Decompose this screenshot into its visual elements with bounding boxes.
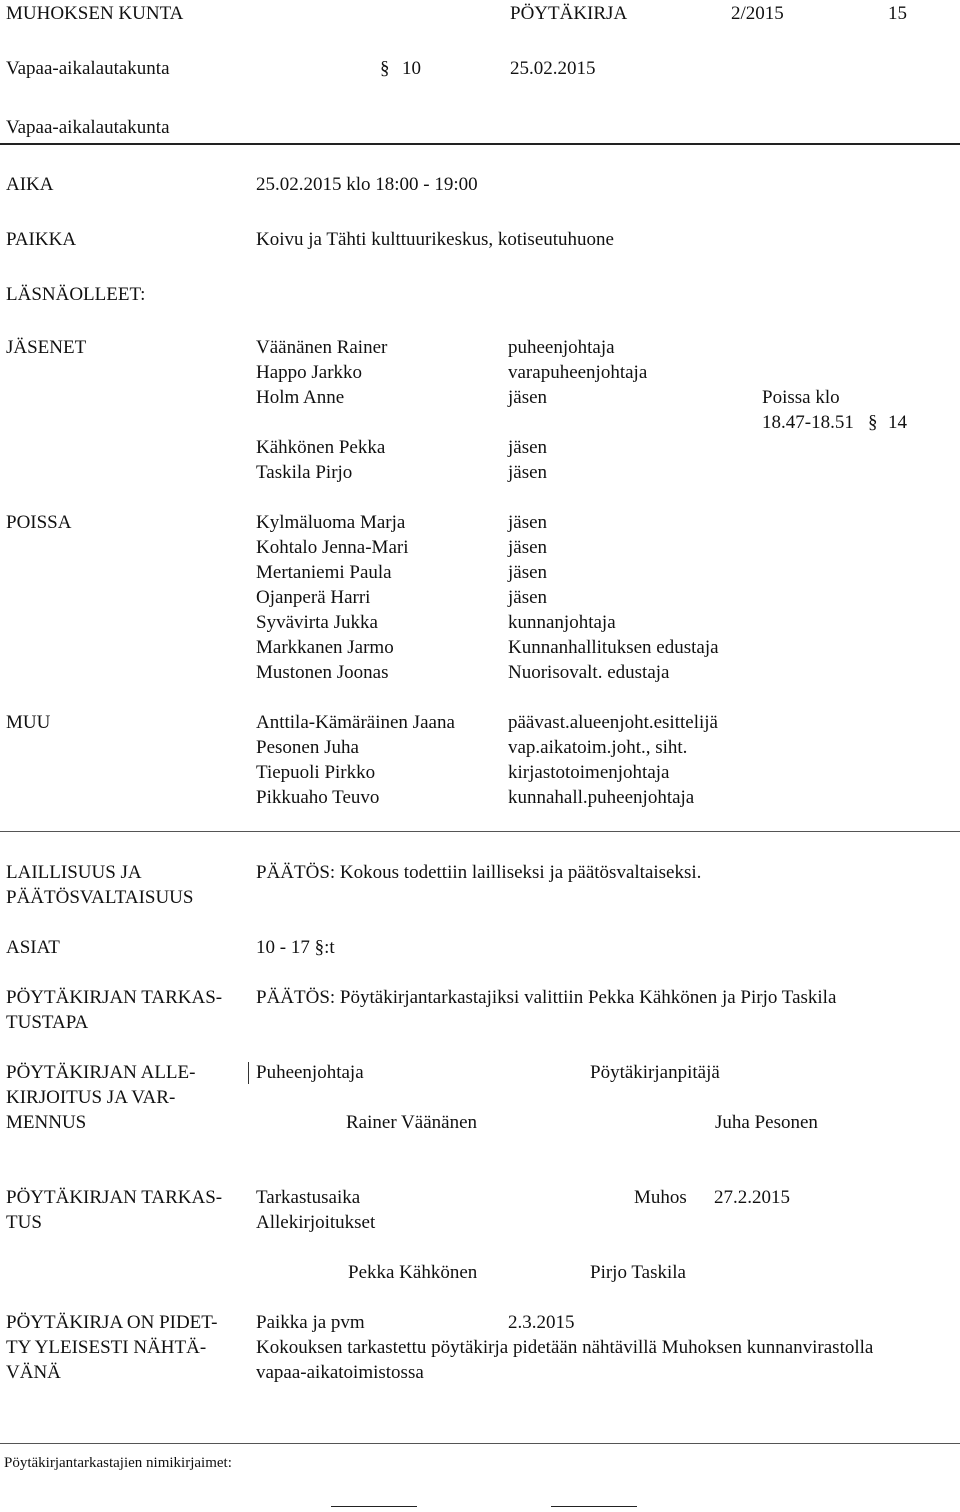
secretary-name: Juha Pesonen bbox=[715, 1112, 818, 1133]
absent-name: Mertaniemi Paula bbox=[256, 562, 392, 583]
place-label: PAIKKA bbox=[6, 229, 77, 250]
chair-name: Rainer Väänänen bbox=[346, 1112, 478, 1133]
review-time-label: Tarkastusaika bbox=[256, 1187, 361, 1208]
absent-name: Markkanen Jarmo bbox=[256, 637, 394, 658]
public-label-cont: VÄNÄ bbox=[6, 1362, 61, 1383]
reviewer-name: Pekka Kähkönen bbox=[348, 1262, 478, 1283]
member-name: Kähkönen Pekka bbox=[256, 437, 386, 458]
other-name: Tiepuoli Pirkko bbox=[256, 762, 376, 783]
other-name: Pesonen Juha bbox=[256, 737, 359, 758]
items-value bbox=[256, 937, 335, 959]
absence-note-section-number: 14 bbox=[888, 412, 907, 433]
members-label: JÄSENET bbox=[6, 337, 87, 358]
absence-note: Poissa klo bbox=[762, 387, 840, 408]
items-suffix: :t bbox=[324, 937, 335, 958]
review-label: PÖYTÄKIRJAN TARKAS- bbox=[6, 1187, 223, 1208]
place-date-value: 2.3.2015 bbox=[508, 1312, 575, 1333]
absent-role: Nuorisovalt. edustaja bbox=[508, 662, 670, 683]
member-role: puheenjohtaja bbox=[508, 337, 615, 358]
review-label-cont: TUS bbox=[6, 1212, 42, 1233]
time-label: AIKA bbox=[6, 174, 54, 195]
absence-note-time: 18.47-18.51 bbox=[762, 412, 854, 433]
absent-role: kunnanjohtaja bbox=[508, 612, 616, 633]
review-place: Muhos bbox=[634, 1187, 687, 1208]
chair-title: Puheenjohtaja bbox=[256, 1062, 364, 1083]
section-divider bbox=[0, 831, 960, 832]
review-method-label: PÖYTÄKIRJAN TARKAS- bbox=[6, 987, 223, 1008]
secretary-title: Pöytäkirjanpitäjä bbox=[590, 1062, 720, 1083]
section-sign: § bbox=[380, 58, 390, 79]
absent-role: jäsen bbox=[508, 537, 548, 558]
public-text-cont: vapaa-aikatoimistossa bbox=[256, 1362, 424, 1383]
review-signatures-label: Allekirjoitukset bbox=[256, 1212, 376, 1233]
body-name: Vapaa-aikalautakunta bbox=[6, 117, 170, 138]
place-date-label: Paikka ja pvm bbox=[256, 1312, 365, 1333]
public-label-cont: TY YLEISESTI NÄHTÄ- bbox=[6, 1337, 207, 1358]
absent-name: Ojanperä Harri bbox=[256, 587, 371, 608]
section-number: 10 bbox=[402, 58, 421, 79]
absent-label: POISSA bbox=[6, 512, 72, 533]
present-label: LÄSNÄOLLEET: bbox=[6, 284, 146, 305]
document-number: 2/2015 bbox=[731, 3, 784, 24]
public-text: Kokouksen tarkastettu pöytäkirja pidetään nähtävillä Muhoksen kunnanvirastolla bbox=[256, 1337, 874, 1358]
member-role: jäsen bbox=[508, 387, 548, 408]
initials-line bbox=[551, 1506, 637, 1507]
items-range: 10 - 17 bbox=[256, 937, 315, 958]
member-name: Happo Jarkko bbox=[256, 362, 363, 383]
absent-role: jäsen bbox=[508, 562, 548, 583]
legality-decision: PÄÄTÖS: Kokous todettiin lailliseksi ja päätösvaltaiseksi. bbox=[256, 862, 702, 883]
review-date: 27.2.2015 bbox=[714, 1187, 790, 1208]
other-role: kirjastotoimenjohtaja bbox=[508, 762, 670, 783]
absent-role: jäsen bbox=[508, 512, 548, 533]
other-role: päävast.alueenjoht.esittelijä bbox=[508, 712, 718, 733]
items-section-sign: § bbox=[314, 937, 325, 958]
absent-name: Kohtalo Jenna-Mari bbox=[256, 537, 409, 558]
place-value: Koivu ja Tähti kulttuurikeskus, kotiseutuhuone bbox=[256, 229, 614, 250]
signing-column-marker bbox=[248, 1062, 249, 1084]
reviewer-name: Pirjo Taskila bbox=[590, 1262, 686, 1283]
member-role: jäsen bbox=[508, 437, 548, 458]
member-name: Holm Anne bbox=[256, 387, 345, 408]
absent-name: Syvävirta Jukka bbox=[256, 612, 378, 633]
legality-label-cont: PÄÄTÖSVALTAISUUS bbox=[6, 887, 194, 908]
absent-role: Kunnanhallituksen edustaja bbox=[508, 637, 719, 658]
page-number: 15 bbox=[888, 3, 907, 24]
footer-divider bbox=[0, 1443, 960, 1444]
header-divider bbox=[0, 143, 960, 145]
initials-label: Pöytäkirjantarkastajien nimikirjaimet: bbox=[4, 1455, 232, 1471]
committee-name: Vapaa-aikalautakunta bbox=[6, 58, 170, 79]
review-method-decision: PÄÄTÖS: Pöytäkirjantarkastajiksi valittiin Pekka Kähkönen ja Pirjo Taskila bbox=[256, 987, 837, 1008]
other-role: vap.aikatoim.joht., siht. bbox=[508, 737, 688, 758]
document-type: PÖYTÄKIRJA bbox=[510, 3, 628, 24]
header-date: 25.02.2015 bbox=[510, 58, 596, 79]
absent-name: Mustonen Joonas bbox=[256, 662, 389, 683]
absence-note-section-sign: § bbox=[868, 412, 878, 433]
absent-name: Kylmäluoma Marja bbox=[256, 512, 406, 533]
member-role: varapuheenjohtaja bbox=[508, 362, 648, 383]
signing-label-cont: MENNUS bbox=[6, 1112, 87, 1133]
absent-role: jäsen bbox=[508, 587, 548, 608]
review-method-label-cont: TUSTAPA bbox=[6, 1012, 89, 1033]
other-name: Anttila-Kämäräinen Jaana bbox=[256, 712, 455, 733]
municipality-name: MUHOKSEN KUNTA bbox=[6, 3, 184, 24]
initials-line bbox=[331, 1506, 417, 1507]
others-label: MUU bbox=[6, 712, 51, 733]
other-name: Pikkuaho Teuvo bbox=[256, 787, 380, 808]
other-role: kunnahall.puheenjohtaja bbox=[508, 787, 695, 808]
public-label: PÖYTÄKIRJA ON PIDET- bbox=[6, 1312, 218, 1333]
member-role: jäsen bbox=[508, 462, 548, 483]
member-name: Taskila Pirjo bbox=[256, 462, 353, 483]
member-name: Väänänen Rainer bbox=[256, 337, 388, 358]
signing-label: PÖYTÄKIRJAN ALLE- bbox=[6, 1062, 196, 1083]
time-value: 25.02.2015 klo 18:00 - 19:00 bbox=[256, 174, 478, 195]
items-label: ASIAT bbox=[6, 937, 60, 958]
legality-label: LAILLISUUS JA bbox=[6, 862, 142, 883]
signing-label-cont: KIRJOITUS JA VAR- bbox=[6, 1087, 176, 1108]
